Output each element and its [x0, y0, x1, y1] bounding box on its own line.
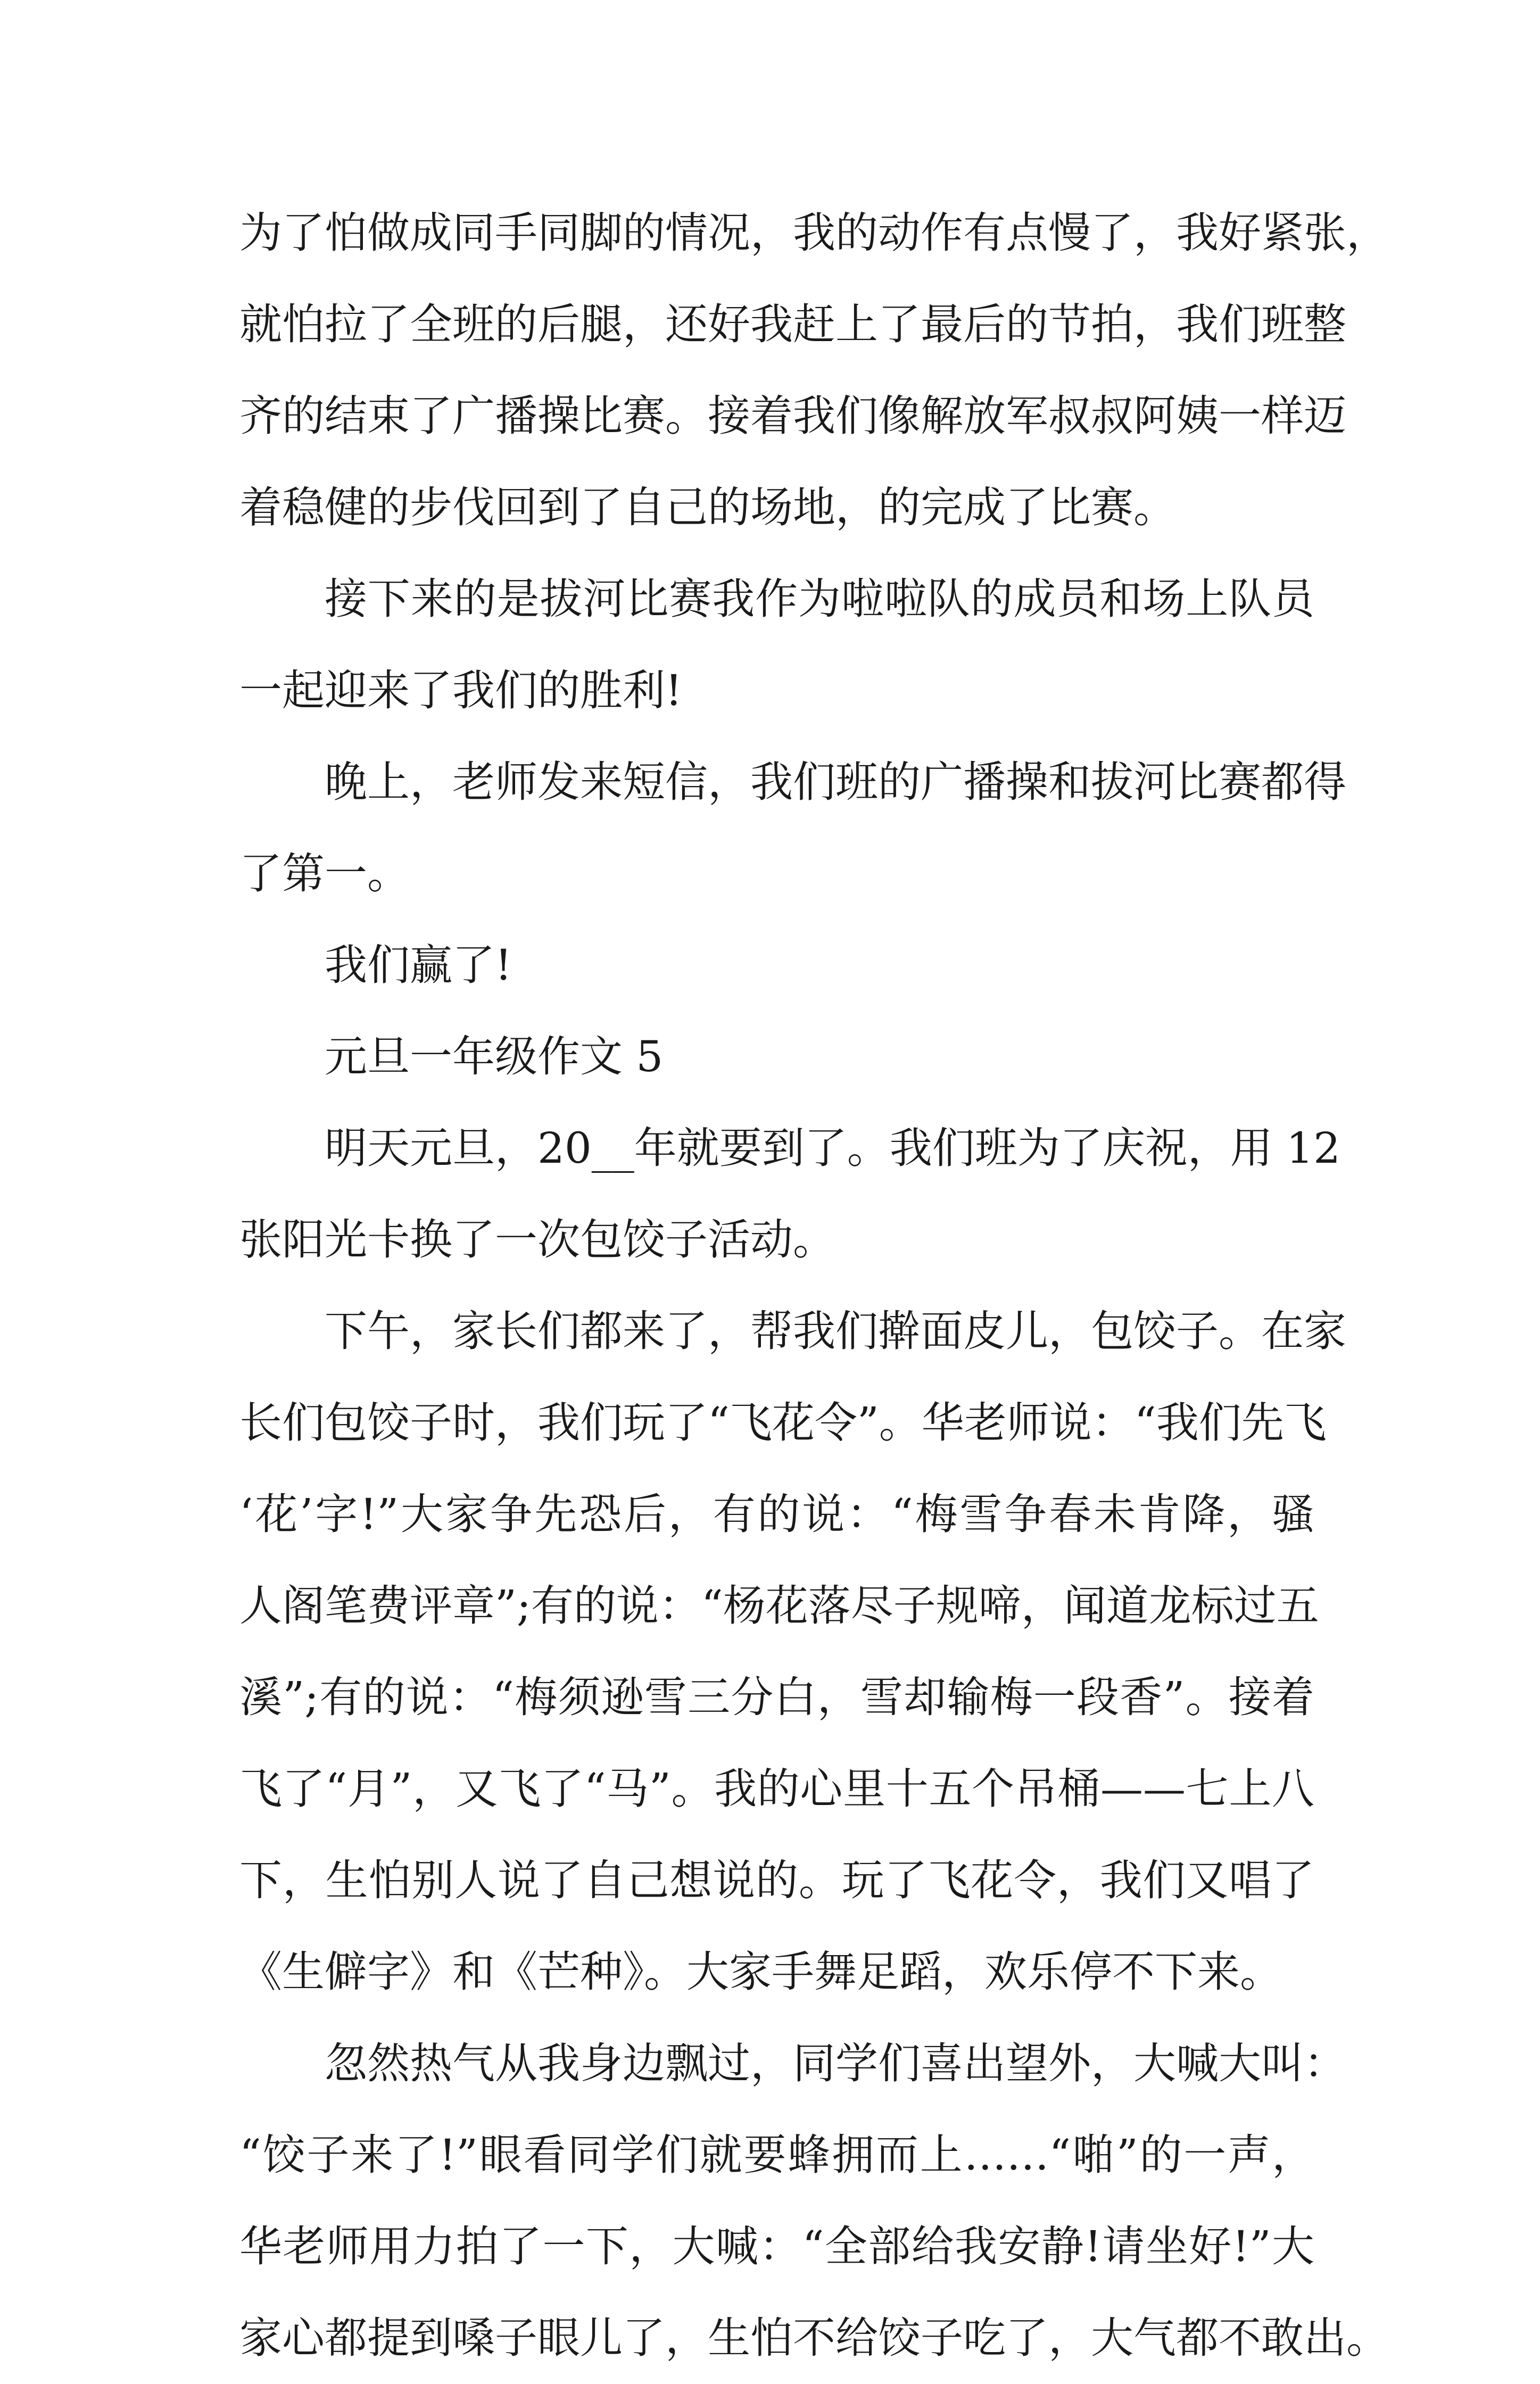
text-line: 一起迎来了我们的胜利!: [239, 666, 683, 715]
text-line: 就怕拉了全班的后腿，还好我赶上了最后的节拍，我们班整: [239, 300, 1346, 349]
text-line: 溪”;有的说：“梅须逊雪三分白，雪却输梅一段香”。接着: [239, 1673, 1314, 1722]
text-line: 飞了“月”，又飞了“马”。我的心里十五个吊桶——七上八: [239, 1764, 1314, 1814]
section-heading: 元旦一年级作文 5: [325, 1032, 664, 1081]
text-line: 了第一。: [239, 849, 410, 898]
paragraph-first-line: 忽然热气从我身边飘过，同学们喜出望外，大喊大叫：: [325, 2039, 1346, 2088]
text-line: 着稳健的步伐回到了自己的场地，的完成了比赛。: [239, 483, 1176, 532]
text-line: “饺子来了!”眼看同学们就要蜂拥而上……“啪”的一声，: [239, 2130, 1314, 2180]
text-line: 长们包饺子时，我们玩了“飞花令”。华老师说：“我们先飞: [239, 1398, 1327, 1447]
paragraph-first-line: 我们赢了!: [325, 940, 512, 990]
text-line: ‘花’字!”大家争先恐后，有的说：“梅雪争春未肯降，骚: [239, 1489, 1314, 1539]
text-line: 华老师用力拍了一下，大喊：“全部给我安静!请坐好!”大: [239, 2222, 1314, 2271]
text-line: 《生僻字》和《芒种》。大家手舞足蹈，欢乐停不下来。: [239, 1947, 1282, 1997]
text-line: 人阁笔费评章”;有的说：“杨花落尽子规啼，闻道龙标过五: [239, 1581, 1319, 1630]
text-line: 下，生怕别人说了自己想说的。玩了飞花令，我们又唱了: [239, 1856, 1314, 1905]
paragraph-first-line: 接下来的是拔河比赛我作为啦啦队的成员和场上队员: [325, 574, 1314, 624]
paragraph-first-line: 晚上，老师发来短信，我们班的广播操和拔河比赛都得: [325, 757, 1346, 807]
paragraph-first-line: 下午，家长们都来了，帮我们擀面皮儿，包饺子。在家: [325, 1306, 1346, 1356]
text-line: 家心都提到嗓子眼儿了，生怕不给饺子吃了，大气都不敢出。: [239, 2313, 1389, 2363]
text-line: 张阳光卡换了一次包饺子活动。: [239, 1215, 835, 1264]
text-line: 齐的结束了广播操比赛。接着我们像解放军叔叔阿姨一样迈: [239, 391, 1346, 441]
text-line: 为了怕做成同手同脚的情况，我的动作有点慢了，我好紧张，: [239, 208, 1389, 258]
paragraph-first-line: 明天元旦，20__年就要到了。我们班为了庆祝，用 12: [325, 1123, 1341, 1173]
essay-body: [239, 187, 1389, 2384]
